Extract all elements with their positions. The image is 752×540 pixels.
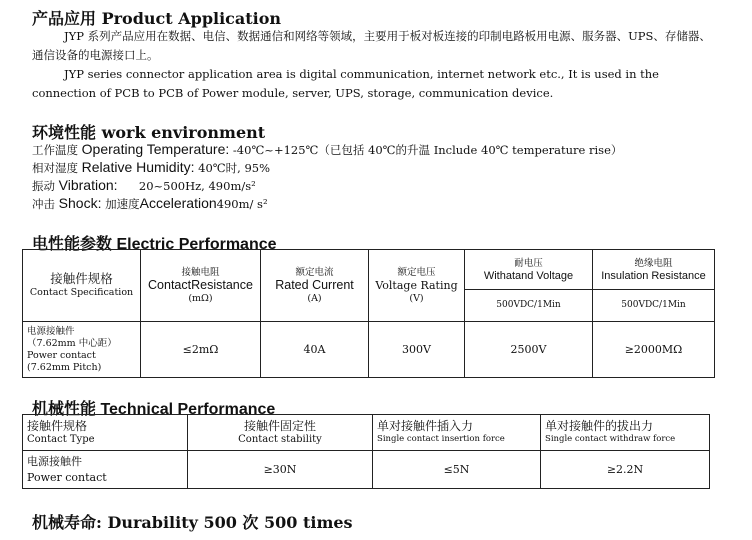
product-application-text-cn: JYP 系列产品应用在数据、电信、数据通信和网络等领域，主要用于板对板连接的印制电路板用电源、服务器、UPS、存储器、通信设备的电源接口上。 — [32, 29, 711, 62]
technical-performance-table — [22, 414, 710, 489]
work-environment-list — [32, 140, 732, 212]
withdraw-force-value: ≥2.2N — [541, 451, 710, 489]
power-contact-type: 电源接触件 Power contact — [23, 451, 188, 489]
table-row — [23, 322, 715, 378]
header-withdraw-force: 单对接触件的拔出力 Single contact withdraw force — [541, 415, 710, 451]
insulation-resistance-value: ≥2000MΩ — [593, 322, 715, 378]
product-application-text-en: JYP series connector application area is digital communication, internet network etc., It is used in the connection of PCB to PCB of Power module, server, UPS, storage, communication device. — [32, 67, 659, 100]
work-environment-title: 环境性能 work environment — [32, 123, 266, 142]
table-row — [23, 451, 710, 489]
voltage-rating-value: 300V — [369, 322, 465, 378]
durability-title: 机械寿命: Durability 500 次 500 times — [32, 513, 353, 532]
env-row-shock: 冲击 Shock: 加速度Acceleration490m/ s² — [32, 195, 268, 211]
env-row-vibration: 振动 Vibration: 20~500Hz, 490m/s² — [32, 177, 256, 193]
env-row-temperature: 工作温度 Operating Temperature: -40℃~+125℃（已包括 40℃的升温 Include 40℃ temperature rise） — [32, 141, 623, 157]
header-contact-type: 接触件规格 Contact Type — [23, 415, 188, 451]
technical-header-row — [23, 415, 710, 451]
header-rated-current: 额定电流 Rated Current (A) — [261, 250, 369, 322]
header-insertion-force: 单对接触件插入力 Single contact insertion force — [373, 415, 541, 451]
technical-performance-title: 机械性能 Technical Performance — [32, 401, 276, 418]
insertion-force-value: ≤5N — [373, 451, 541, 489]
header-voltage-rating: 额定电压 Voltage Rating (V) — [369, 250, 465, 322]
header-contact-resistance: 接触电阻 ContactResistance (mΩ) — [141, 250, 261, 322]
withstand-voltage-value: 2500V — [465, 322, 593, 378]
electric-performance-table — [22, 249, 715, 378]
electric-performance-title: 电性能参数 Electric Performance — [32, 236, 277, 253]
env-row-humidity: 相对湿度 Relative Humidity: 40℃时, 95% — [32, 159, 271, 175]
electric-header-row — [23, 250, 715, 290]
header-withstand-voltage-test: 500VDC/1Min — [465, 290, 593, 322]
rated-current-value: 40A — [261, 322, 369, 378]
product-application-title: 产品应用 Product Application — [32, 9, 282, 28]
header-insulation-resistance: 绝缘电阻 Insulation Resistance — [593, 250, 715, 290]
contact-stability-value: ≥30N — [188, 451, 373, 489]
header-contact-stability: 接触件固定性 Contact stability — [188, 415, 373, 451]
power-contact-spec: 电源接触件 （7.62mm 中心距） Power contact (7.62mm Pitch) — [23, 322, 141, 378]
header-contact-spec: 接触件规格 Contact Specification — [23, 250, 141, 322]
contact-resistance-value: ≤2mΩ — [141, 322, 261, 378]
header-insulation-resistance-test: 500VDC/1Min — [593, 290, 715, 322]
header-withstand-voltage: 耐电压 Withatand Voltage — [465, 250, 593, 290]
